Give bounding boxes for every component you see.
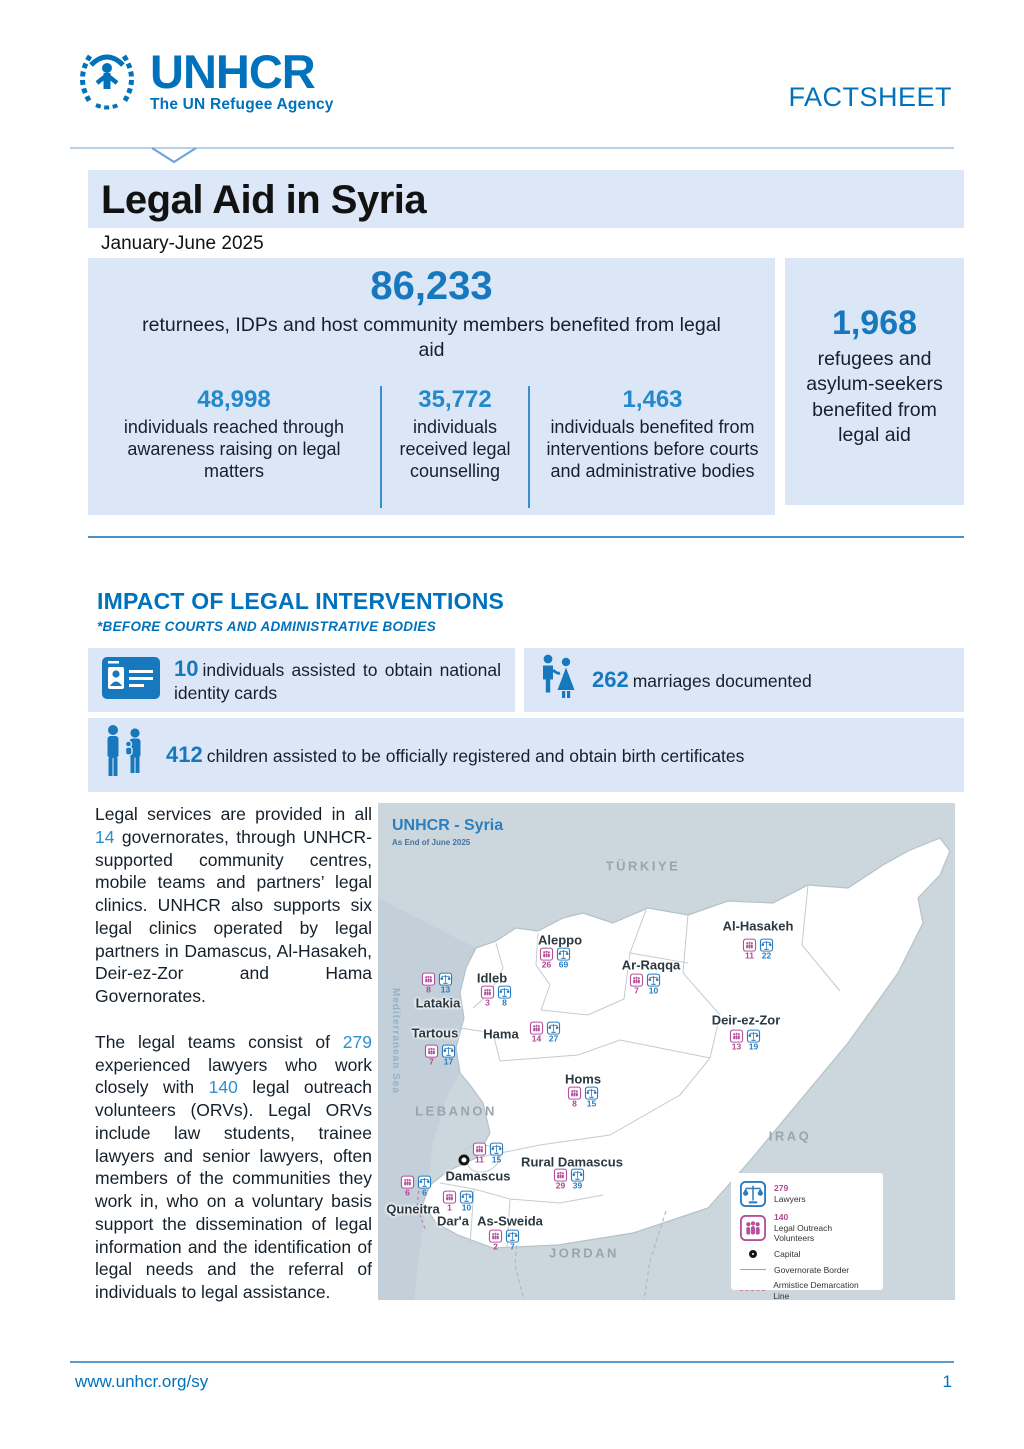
impact-birth-registration-box — [88, 718, 964, 792]
country-label: IRAQ — [768, 1128, 812, 1144]
legend-armistice-row — [740, 1280, 874, 1300]
orv-marker — [630, 974, 644, 997]
impact-id-cards-text — [174, 655, 501, 704]
substat-interventions — [530, 382, 775, 508]
orv-count: 14 — [531, 1033, 542, 1044]
substats-row — [88, 382, 775, 508]
page-number: 1 — [942, 1372, 952, 1391]
governorate-label: Latakia — [415, 995, 461, 1011]
governorate-marker — [489, 1230, 520, 1253]
lawyers-count: 15 — [491, 1154, 502, 1165]
governorate-label: Deir-ez-Zor — [711, 1012, 781, 1028]
lawyers-marker — [460, 1191, 474, 1214]
lawyers-count: 13 — [440, 984, 451, 995]
lawyers-count: 10 — [461, 1202, 472, 1213]
lawyers-count: 6 — [422, 1187, 427, 1198]
orv-marker — [530, 1022, 544, 1045]
legal-outreach-volunteers-icon — [740, 1215, 766, 1241]
unhcr-logo — [74, 46, 334, 117]
governorate-label: Tartous — [411, 1025, 459, 1041]
reporting-period: January-June 2025 — [101, 233, 264, 254]
orv-count: 2 — [493, 1241, 498, 1252]
orv-count: 11 — [745, 950, 754, 961]
legend-border-row — [740, 1265, 874, 1276]
impact-marriages-value: 262 — [592, 667, 629, 693]
p2-lawyers-count: 279 — [342, 1031, 372, 1052]
orv-marker — [473, 1143, 487, 1166]
p2-orv-count: 140 — [208, 1077, 238, 1098]
id-card-icon — [102, 657, 160, 704]
orv-marker — [425, 1045, 439, 1068]
orv-marker — [568, 1087, 582, 1110]
impact-id-cards-value: 10 — [174, 656, 199, 682]
substat-caption: individuals reached through awareness raising on legal matters — [123, 417, 345, 481]
p2-text: The legal teams consist of — [95, 1031, 343, 1052]
governorate-label: Dar'a — [437, 1213, 469, 1229]
lawyers-scales-icon — [740, 1181, 766, 1207]
governorate-marker — [443, 1191, 474, 1214]
body-text-column — [95, 803, 372, 1304]
orv-marker — [443, 1191, 457, 1214]
orv-marker — [422, 973, 436, 996]
orv-count: 7 — [429, 1056, 434, 1067]
governorate-label: Rural Damascus — [521, 1154, 623, 1170]
impact-birth-registration-value: 412 — [166, 742, 203, 768]
impact-birth-registration-text — [166, 741, 744, 769]
chevron-down-icon — [150, 147, 198, 169]
orv-count: 26 — [541, 959, 552, 970]
governorate-marker — [481, 986, 512, 1009]
lawyers-marker — [498, 986, 512, 1009]
brand-tagline: The UN Refugee Agency — [150, 96, 334, 113]
orv-marker — [730, 1030, 744, 1053]
impact-id-cards-caption: individuals assisted to obtain national identity cards — [174, 660, 501, 703]
orv-marker — [540, 948, 554, 971]
orv-count: 8 — [572, 1098, 577, 1109]
lawyers-marker — [506, 1230, 520, 1253]
orv-marker — [554, 1169, 568, 1192]
lawyers-marker — [760, 939, 774, 962]
paragraph-1 — [95, 803, 372, 1008]
impact-id-cards-box — [88, 648, 515, 712]
legend-border-label: Governorate Border — [774, 1264, 850, 1275]
governorate-marker — [422, 973, 453, 996]
brand-name: UNHCR — [150, 45, 315, 98]
governorate-label: As-Sweida — [477, 1213, 543, 1229]
lawyers-marker — [747, 1030, 761, 1053]
governorate-label: Aleppo — [537, 932, 583, 948]
country-label: TÜRKIYE — [605, 858, 681, 874]
country-label: LEBANON — [415, 1103, 497, 1119]
substat-caption: individuals benefited from interventions before courts and administrative bodies — [546, 417, 759, 481]
lawyers-count: 39 — [572, 1180, 583, 1191]
governorate-marker — [554, 1169, 585, 1192]
doc-type-label: FACTSHEET — [788, 82, 952, 112]
lawyers-marker — [547, 1022, 561, 1045]
orv-marker — [489, 1230, 503, 1253]
lawyers-count: 10 — [648, 985, 659, 996]
substat-caption: individuals received legal counselling — [399, 417, 511, 481]
paragraph-2 — [95, 1031, 372, 1304]
lawyers-marker — [490, 1143, 504, 1166]
lawyers-marker — [571, 1169, 585, 1192]
legend-lawyers-text — [774, 1183, 806, 1204]
lawyers-count: 27 — [548, 1033, 559, 1044]
governorate-marker — [743, 939, 774, 962]
page-title: Legal Aid in Syria — [101, 178, 427, 222]
orv-count: 13 — [731, 1041, 742, 1052]
legend-capital-label: Capital — [774, 1248, 801, 1259]
governorate-marker — [425, 1045, 456, 1068]
substat-value: 48,998 — [197, 386, 271, 413]
governorate-label: Damascus — [445, 1168, 511, 1184]
header-rule — [70, 147, 954, 149]
legend-capital-row — [740, 1249, 874, 1260]
legend-orv-value: 140 — [774, 1212, 789, 1222]
governorate-label: Quneitra — [386, 1201, 440, 1217]
governorate-marker — [630, 974, 661, 997]
orv-count: 29 — [555, 1180, 566, 1191]
orv-count: 8 — [426, 984, 431, 995]
lawyers-count: 22 — [761, 950, 772, 961]
map-title: UNHCR - Syria — [392, 817, 504, 834]
lawyers-count: 17 — [443, 1056, 454, 1067]
marriage-couple-icon — [538, 653, 578, 708]
armistice-line-sample — [740, 1290, 765, 1291]
map-subtitle: As End of June 2025 — [392, 838, 471, 847]
unhcr-emblem-icon — [74, 46, 140, 117]
orv-count: 3 — [485, 997, 490, 1008]
governorate-border-sample — [740, 1269, 766, 1270]
governorate-label: Al-Hasakeh — [722, 918, 794, 934]
country-label: JORDAN — [549, 1245, 619, 1261]
lawyers-count: 7 — [510, 1241, 515, 1252]
main-stats-panel — [88, 258, 775, 515]
p1-text: governorates, through UNHCR-supported community centres, mobile teams and partners’ legal clinics. UNHCR also supports six legal clinics operated by legal partners in Damascus, Al-Hasakeh, Deir-ez-Zor and Hama Governorates. — [95, 826, 372, 1006]
orv-marker — [743, 939, 757, 962]
p2-text: legal outreach volunteers (ORVs). Legal ORVs include law students, trainee lawyers and senior lawyers, often members of the communities they work in, who on a voluntary basis support the dissemination of legal information and the identification of legal needs and the referral of individuals to legal assistance. — [95, 1077, 372, 1302]
lawyers-marker — [418, 1176, 432, 1199]
legend-lawyers-value: 279 — [774, 1183, 789, 1194]
lawyers-count: 8 — [502, 997, 507, 1008]
substat-value: 1,463 — [622, 386, 683, 413]
refugees-caption: refugees and asylum-seekers benefited from legal aid — [806, 348, 943, 447]
refugees-stat-panel — [785, 258, 964, 505]
lawyers-marker — [557, 948, 571, 971]
governorate-label: Homs — [564, 1071, 602, 1087]
lawyers-count: 19 — [748, 1041, 759, 1052]
orv-marker — [401, 1176, 415, 1199]
lawyers-count: 69 — [558, 959, 569, 970]
orv-count: 7 — [634, 985, 639, 996]
mediterranean-sea-label: Mediterranean Sea — [390, 988, 401, 1094]
legend-lawyers-row — [740, 1181, 874, 1207]
substat-counselling — [382, 382, 528, 508]
section-rule — [88, 536, 964, 538]
capital-icon — [740, 1250, 766, 1258]
lawyers-count: 15 — [586, 1098, 597, 1109]
lawyers-marker — [439, 973, 453, 996]
lawyers-marker — [647, 974, 661, 997]
impact-subheading: *BEFORE COURTS AND ADMINISTRATIVE BODIES — [97, 619, 437, 634]
governorate-marker — [730, 1030, 761, 1053]
governorate-marker — [530, 1022, 561, 1045]
orv-count: 6 — [405, 1187, 410, 1198]
syria-map — [378, 803, 955, 1300]
total-beneficiaries-value: 86,233 — [370, 264, 493, 308]
footer-rule — [70, 1361, 954, 1363]
lawyers-marker — [585, 1087, 599, 1110]
title-band — [88, 170, 964, 228]
legend-orv-text — [774, 1212, 874, 1244]
legend-lawyers-label: Lawyers — [774, 1194, 806, 1204]
orv-marker — [481, 986, 495, 1009]
orv-count: 11 — [475, 1154, 484, 1165]
impact-marriages-caption: marriages documented — [632, 671, 812, 692]
p2-text: experienced lawyers who work closely with — [95, 1054, 372, 1098]
governorate-label: Ar-Raqqa — [621, 957, 681, 973]
governorate-marker — [540, 948, 571, 971]
impact-marriages-text — [592, 666, 812, 694]
impact-marriages-box — [524, 648, 964, 712]
governorate-marker — [473, 1143, 504, 1166]
governorate-marker — [401, 1176, 432, 1199]
p1-governorates-count: 14 — [95, 826, 115, 847]
p1-text: Legal services are provided in all — [95, 804, 372, 824]
substat-awareness — [88, 382, 380, 508]
impact-birth-registration-caption: children assisted to be officially registered and obtain birth certificates — [206, 746, 745, 767]
legend-orv-row — [740, 1212, 874, 1244]
footer-url-link[interactable]: www.unhcr.org/sy — [75, 1372, 209, 1391]
capital-icon — [459, 1155, 470, 1166]
legend-armistice-label: Armistice Demarcation Line — [773, 1280, 859, 1300]
impact-heading: IMPACT OF LEGAL INTERVENTIONS — [97, 588, 505, 614]
governorate-label: Hama — [483, 1026, 519, 1042]
total-beneficiaries-caption: returnees, IDPs and host community members benefited from legal aid — [142, 314, 721, 361]
map-legend — [731, 1173, 883, 1300]
refugees-value: 1,968 — [831, 304, 918, 342]
legend-orv-label: Legal Outreach Volunteers — [774, 1222, 833, 1244]
governorate-label: Idleb — [476, 970, 508, 986]
substat-value: 35,772 — [418, 386, 492, 413]
governorate-marker — [568, 1087, 599, 1110]
family-icon — [102, 723, 150, 788]
lawyers-marker — [442, 1045, 456, 1068]
orv-count: 1 — [447, 1202, 452, 1213]
